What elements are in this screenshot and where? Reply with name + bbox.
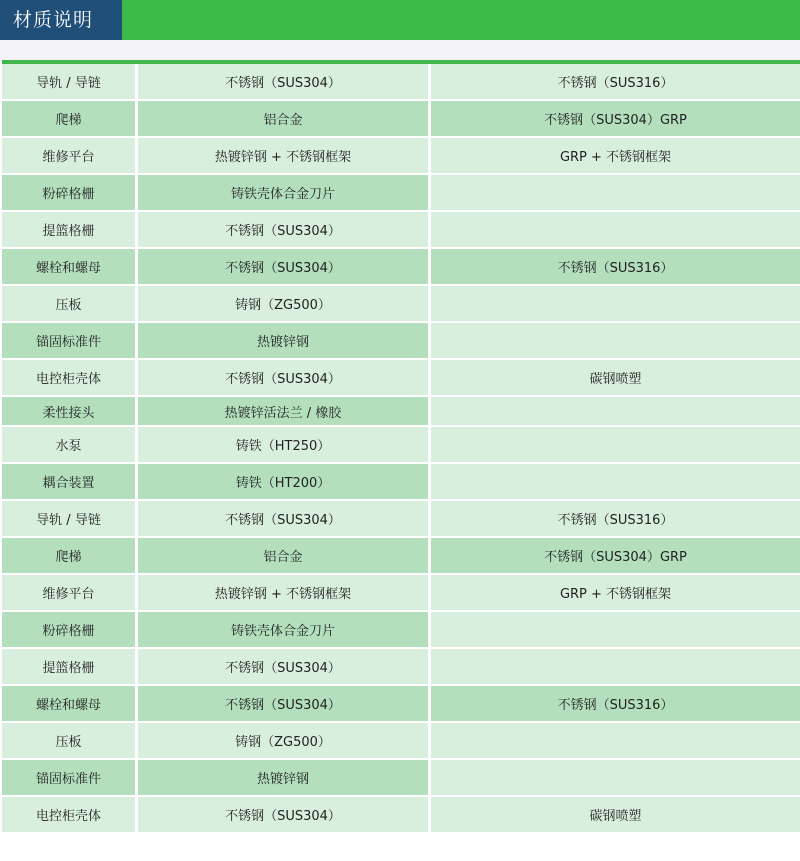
alt-material-cell: 碳钢喷塑 (431, 797, 800, 834)
part-cell: 螺栓和螺母 (2, 686, 138, 723)
alt-material-cell: 不锈钢（SUS316） (431, 686, 800, 723)
material-cell: 铸钢（ZG500） (138, 723, 431, 760)
alt-material-cell: 碳钢喷塑 (431, 360, 800, 397)
material-cell: 铸铁壳体合金刀片 (138, 612, 431, 649)
part-cell: 锚固标准件 (2, 760, 138, 797)
material-cell: 热镀锌钢 (138, 760, 431, 797)
table-row (2, 212, 800, 249)
part-cell: 电控柜壳体 (2, 797, 138, 834)
part-cell: 耦合装置 (2, 464, 138, 501)
table-row (2, 649, 800, 686)
part-cell: 柔性接头 (2, 397, 138, 427)
alt-material-cell (431, 323, 800, 360)
table-row (2, 138, 800, 175)
part-cell: 粉碎格栅 (2, 175, 138, 212)
header-gap (0, 40, 800, 61)
material-cell: 不锈钢（SUS304） (138, 501, 431, 538)
table-row (2, 323, 800, 360)
title-box (0, 0, 122, 40)
material-cell: 不锈钢（SUS304） (138, 649, 431, 686)
alt-material-cell (431, 397, 800, 427)
material-cell: 铸铁（HT250） (138, 427, 431, 464)
part-cell: 压板 (2, 286, 138, 323)
part-cell: 锚固标准件 (2, 323, 138, 360)
part-cell: 粉碎格栅 (2, 612, 138, 649)
table-row (2, 360, 800, 397)
part-cell: 导轨 / 导链 (2, 64, 138, 101)
table-row (2, 760, 800, 797)
alt-material-cell (431, 464, 800, 501)
alt-material-cell (431, 212, 800, 249)
alt-material-cell: 不锈钢（SUS316） (431, 249, 800, 286)
alt-material-cell: GRP + 不锈钢框架 (431, 138, 800, 175)
part-cell: 维修平台 (2, 138, 138, 175)
part-cell: 螺栓和螺母 (2, 249, 138, 286)
alt-material-cell (431, 612, 800, 649)
material-cell: 铸钢（ZG500） (138, 286, 431, 323)
table-row (2, 538, 800, 575)
material-cell: 热镀锌活法兰 / 橡胶 (138, 397, 431, 427)
material-cell: 热镀锌钢 + 不锈钢框架 (138, 575, 431, 612)
part-cell: 水泵 (2, 427, 138, 464)
material-cell: 不锈钢（SUS304） (138, 360, 431, 397)
part-cell: 维修平台 (2, 575, 138, 612)
table-row (2, 64, 800, 101)
part-cell: 爬梯 (2, 101, 138, 138)
table-row (2, 427, 800, 464)
part-cell: 压板 (2, 723, 138, 760)
table-row (2, 612, 800, 649)
material-cell: 铝合金 (138, 101, 431, 138)
alt-material-cell (431, 175, 800, 212)
header-bar (0, 0, 800, 40)
page-title: 材质说明 (13, 9, 94, 31)
alt-material-cell: GRP + 不锈钢框架 (431, 575, 800, 612)
alt-material-cell (431, 427, 800, 464)
table-row (2, 501, 800, 538)
table-row (2, 175, 800, 212)
material-cell: 热镀锌钢 + 不锈钢框架 (138, 138, 431, 175)
material-cell: 热镀锌钢 (138, 323, 431, 360)
material-cell: 不锈钢（SUS304） (138, 686, 431, 723)
part-cell: 导轨 / 导链 (2, 501, 138, 538)
table-row (2, 464, 800, 501)
alt-material-cell (431, 723, 800, 760)
material-cell: 不锈钢（SUS304） (138, 64, 431, 101)
alt-material-cell (431, 286, 800, 323)
material-cell: 铝合金 (138, 538, 431, 575)
part-cell: 爬梯 (2, 538, 138, 575)
alt-material-cell: 不锈钢（SUS316） (431, 64, 800, 101)
table-row (2, 686, 800, 723)
table-row (2, 249, 800, 286)
material-cell: 不锈钢（SUS304） (138, 249, 431, 286)
alt-material-cell (431, 760, 800, 797)
table-row (2, 575, 800, 612)
alt-material-cell: 不锈钢（SUS304）GRP (431, 101, 800, 138)
material-cell: 不锈钢（SUS304） (138, 212, 431, 249)
table-row (2, 397, 800, 427)
part-cell: 电控柜壳体 (2, 360, 138, 397)
alt-material-cell (431, 649, 800, 686)
part-cell: 提篮格栅 (2, 649, 138, 686)
table-row (2, 797, 800, 834)
table-row (2, 723, 800, 760)
table-row (2, 101, 800, 138)
alt-material-cell: 不锈钢（SUS316） (431, 501, 800, 538)
material-cell: 铸铁壳体合金刀片 (138, 175, 431, 212)
material-cell: 不锈钢（SUS304） (138, 797, 431, 834)
part-cell: 提篮格栅 (2, 212, 138, 249)
material-table (2, 64, 800, 834)
alt-material-cell: 不锈钢（SUS304）GRP (431, 538, 800, 575)
table-row (2, 286, 800, 323)
material-cell: 铸铁（HT200） (138, 464, 431, 501)
